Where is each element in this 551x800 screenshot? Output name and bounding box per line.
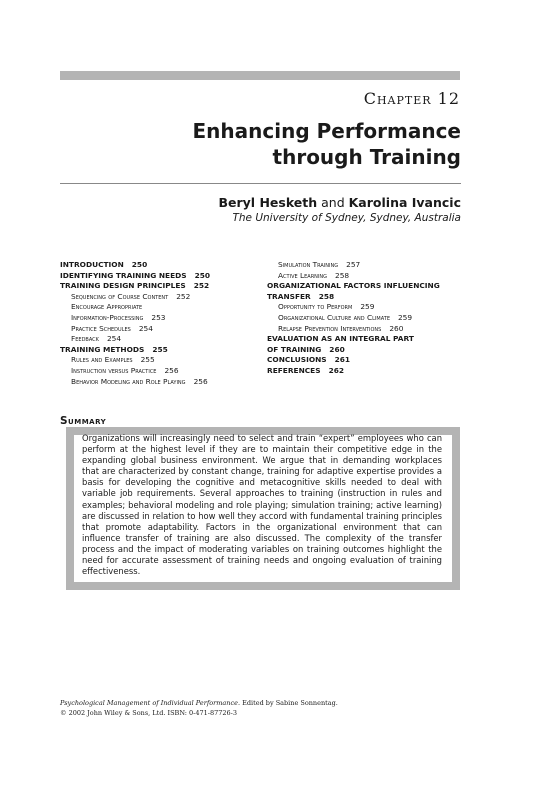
toc-section-entry bbox=[267, 366, 440, 377]
footer-copyright: © 2002 John Wiley & Sons, Ltd. ISBN: 0-471-87726-3 bbox=[60, 709, 237, 717]
toc-entry-page: 254 bbox=[138, 323, 153, 333]
toc-entry-title: INTRODUCTION bbox=[60, 260, 124, 269]
toc-subsection-entry bbox=[60, 334, 210, 345]
toc-section-entry bbox=[60, 345, 210, 356]
toc-entry-page: 256 bbox=[164, 365, 179, 375]
toc-entry-title: Relapse Prevention Interventions bbox=[278, 323, 382, 333]
toc-subsection-entry bbox=[267, 271, 440, 282]
toc-entry-title: TRANSFER bbox=[267, 291, 311, 301]
toc-section-entry bbox=[267, 281, 440, 292]
author-conjunction: and bbox=[317, 195, 349, 210]
summary-frame-bottom bbox=[66, 582, 460, 590]
toc-entry-page: 258 bbox=[335, 270, 350, 280]
toc-entry-title: ORGANIZATIONAL FACTORS INFLUENCING bbox=[267, 281, 440, 291]
toc-subsection-entry bbox=[60, 324, 210, 335]
toc-entry-title: Simulation Training bbox=[278, 260, 339, 269]
toc-subsection-entry bbox=[267, 324, 440, 335]
toc-entry-title: Encourage Appropriate bbox=[71, 302, 143, 312]
toc-subsection-entry bbox=[60, 302, 210, 313]
toc-entry-page: 260 bbox=[329, 344, 345, 354]
toc-entry-title: Information-Processing bbox=[71, 312, 144, 322]
summary-heading: Summary bbox=[60, 415, 107, 427]
footer-citation bbox=[60, 698, 338, 708]
toc-entry-page: 252 bbox=[193, 281, 210, 291]
chapter-title-line-1: Enhancing Performance bbox=[192, 119, 461, 143]
toc-entry-title: Sequencing of Course Content bbox=[71, 291, 169, 301]
toc-entry-page: 250 bbox=[194, 270, 211, 280]
toc-entry-page: 255 bbox=[152, 344, 168, 354]
toc-entry-page: 253 bbox=[151, 312, 166, 322]
toc-entry-page: 260 bbox=[389, 323, 404, 333]
toc-subsection-entry bbox=[267, 302, 440, 313]
toc-entry-title: Instruction versus Practice bbox=[71, 365, 157, 375]
toc-subsection-entry bbox=[267, 260, 440, 271]
toc-entry-title: Behavior Modeling and Role Playing bbox=[71, 376, 186, 386]
toc-subsection-entry bbox=[60, 313, 210, 324]
author-1: Beryl Hesketh bbox=[218, 195, 318, 210]
toc-section-entry bbox=[60, 281, 210, 292]
toc-entry-page: 250 bbox=[131, 260, 148, 269]
toc-entry-title: Opportunity to Perform bbox=[278, 302, 353, 312]
toc-section-entry bbox=[267, 355, 440, 366]
toc-entry-title: Practice Schedules bbox=[71, 323, 131, 333]
toc-section-entry bbox=[267, 334, 440, 345]
footer bbox=[60, 698, 338, 718]
toc-column-right bbox=[267, 260, 440, 377]
toc-entry-title: Rules and Examples bbox=[71, 355, 133, 365]
footer-editor: Edited by Sabine Sonnentag. bbox=[240, 699, 338, 707]
author-2: Karolina Ivancic bbox=[348, 195, 461, 210]
title-divider bbox=[60, 183, 461, 184]
toc-entry-page: 255 bbox=[140, 355, 155, 365]
toc-entry-page: 258 bbox=[318, 291, 335, 301]
chapter-label: Chapter 12 bbox=[363, 89, 460, 108]
toc-entry-page: 257 bbox=[346, 260, 361, 269]
toc-section-entry bbox=[267, 292, 440, 303]
toc-entry-title: CONCLUSIONS bbox=[267, 355, 327, 365]
header-rule-bar bbox=[60, 71, 460, 80]
toc-section-entry bbox=[60, 260, 210, 271]
toc-entry-page: 256 bbox=[193, 376, 208, 386]
toc-entry-page: 261 bbox=[334, 355, 351, 365]
summary-frame-right bbox=[452, 427, 460, 590]
toc-entry-page: 259 bbox=[397, 312, 413, 322]
affiliation: The University of Sydney, Sydney, Australia bbox=[232, 212, 461, 224]
toc-entry-title: REFERENCES bbox=[267, 365, 321, 375]
authors bbox=[218, 195, 461, 210]
chapter-title-line-2: through Training bbox=[272, 145, 461, 169]
footer-book-title: Psychological Management of Individual Performance. bbox=[60, 699, 241, 707]
toc-entry-page: 254 bbox=[106, 334, 122, 344]
toc-entry-title: Organizational Culture and Climate bbox=[278, 312, 390, 322]
toc-entry-title: IDENTIFYING TRAINING NEEDS bbox=[60, 270, 187, 280]
summary-frame-left bbox=[66, 427, 74, 590]
toc-subsection-entry bbox=[60, 377, 210, 388]
toc-entry-title: EVALUATION AS AN INTEGRAL PART bbox=[267, 334, 414, 344]
toc-entry-page: 259 bbox=[360, 302, 375, 312]
toc-entry-title: TRAINING DESIGN PRINCIPLES bbox=[60, 281, 186, 291]
toc-entry-page: 262 bbox=[328, 365, 344, 375]
toc-subsection-entry bbox=[60, 292, 210, 303]
toc-entry-title: OF TRAINING bbox=[267, 344, 322, 354]
toc-entry-title: TRAINING METHODS bbox=[60, 344, 145, 354]
toc-entry-title: Active Learning bbox=[278, 270, 328, 280]
toc-entry-title: Feedback bbox=[71, 334, 99, 344]
summary-text: Organizations will increasingly need to select and train “expert” employees who can perform at the highest level if they are to maintain their competitive edge in the expanding global business environment. We argue that in demanding workplaces that are characterized by constant change, training for adaptive expertise provides a basis for developing the cognitive and metacognitive skills needed to deal with variable job requirements. Several approaches to training (instruction in rules and examples; behavioral modeling and role playing; simulation training; active learning) are discussed in relation to how well they accord with fundamental training principles that promote adaptability. Factors in the organizational environment that can influence transfer of training are also discussed. The complexity of the transfer process and the impact of moderating variables on training outcomes highlight the need for accurate assessment of training needs and ongoing evaluation of training effectiveness. bbox=[82, 433, 442, 577]
toc-subsection-entry bbox=[60, 366, 210, 377]
toc-section-entry bbox=[267, 345, 440, 356]
toc-subsection-entry bbox=[267, 313, 440, 324]
toc-column-left bbox=[60, 260, 210, 387]
toc-subsection-entry bbox=[60, 355, 210, 366]
toc-entry-page: 252 bbox=[176, 291, 191, 301]
chapter-title bbox=[131, 118, 461, 170]
toc-section-entry bbox=[60, 271, 210, 282]
